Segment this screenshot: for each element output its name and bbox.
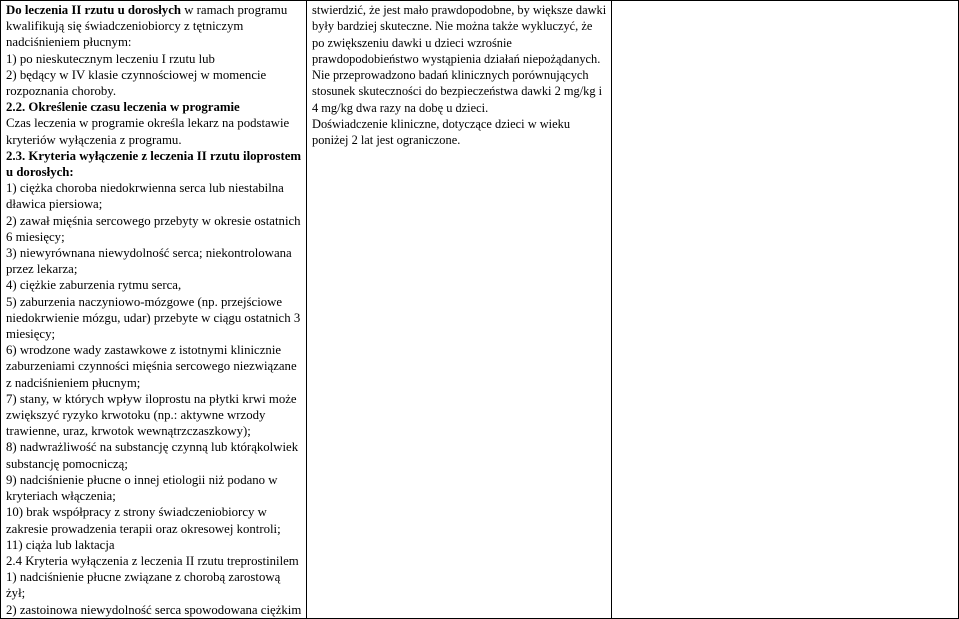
list-item: 7) stany, w których wpływ iloprostu na płytki krwi może zwiększyć ryzyko krwotoku (np.: aktywne wrzody trawienne, uraz, krwotok wewnątrzczaszkowy); (6, 391, 297, 439)
list-item: 2) zastoinowa niewydolność serca spowodowana ciężkim (6, 602, 302, 617)
list-item: 10) brak współpracy z strony świadczeniobiorcy w zakresie prowadzenia terapii oraz okresowej kontroli; (6, 505, 281, 536)
list-item: 8) nadwrażliwość na substancję czynną lub którąkolwiek substancję pomocniczą; (6, 440, 299, 471)
list-item: 5) zaburzenia naczyniowo-mózgowe (np. przejściowe niedokrwienie mózgu, udar) przebyte w ciągu ostatnich 3 miesięcy; (6, 294, 301, 342)
bold-text: Do leczenia II rzutu u dorosłych (6, 3, 182, 17)
list-item: 9) nadciśnienie płucne o innej etiologii niż podano w kryteriach włączenia; (6, 472, 278, 504)
section-heading: 2.2. Określenie czasu leczenia w programie (6, 100, 240, 115)
list-item: 1) nadciśnienie płucne związane z chorobą zarostową żył; (6, 570, 281, 601)
column-1-cell (1, 1, 307, 619)
table-row (1, 1, 959, 619)
paragraph (6, 2, 302, 51)
list-item: 3) niewyrównana niewydolność serca; niekontrolowana przez lekarza; (6, 246, 292, 277)
column-2-cell (307, 1, 612, 619)
section-heading-plain: 2.4 Kryteria wyłączenia z leczenia II rzutu treprostinilem (6, 553, 299, 568)
section-heading: 2.3. Kryteria wyłączenie z leczenia II rzutu iloprostem u dorosłych: (6, 148, 302, 180)
list-item: 11) ciąża lub laktacja (6, 537, 115, 552)
list-item: 2) zawał mięśnia sercowego przebyty w okresie ostatnich 6 miesięcy; (6, 213, 301, 244)
column-3-cell (612, 1, 959, 619)
list-item: 4) ciężkie zaburzenia rytmu serca, (6, 278, 182, 293)
paragraph: Czas leczenia w programie określa lekarz na podstawie kryteriów wyłączenia z programu. (6, 116, 290, 147)
paragraph: stwierdzić, że jest mało prawdopodobne, by większe dawki były bardziej skuteczne. Nie można także wykluczyć, że po zwiększeniu dawki u dzieci wzrośnie prawdopodobieństwo wystąpienia działań niepożądanych. (312, 3, 607, 66)
paragraph-text: w ramach programu kwalifikują się świadczeniobiorcy z tętniczym nadciśnieniem płucnym: (6, 3, 288, 50)
list-item: 1) ciężka choroba niedokrwienna serca lub niestabilna dławica piersiowa; (6, 181, 284, 212)
paragraph: 2) będący w IV klasie czynnościowej w momencie rozpoznania choroby. (6, 67, 267, 99)
paragraph: Doświadczenie kliniczne, dotyczące dzieci w wieku poniżej 2 lat jest ograniczone. (312, 116, 571, 147)
paragraph: 1) po nieskutecznym leczeniu I rzutu lub (6, 51, 215, 66)
paragraph: Nie przeprowadzono badań klinicznych porównujących stosunek skuteczności do bezpieczeństwa dawki 2 mg/kg i 4 mg/kg dwa razy na dobę u dzieci. (312, 68, 603, 115)
list-item: 6) wrodzone wady zastawkowe z istotnymi klinicznie zaburzeniami czynności mięśnia sercowego niezwiązane z nadciśnieniem płucnym; (6, 343, 297, 390)
